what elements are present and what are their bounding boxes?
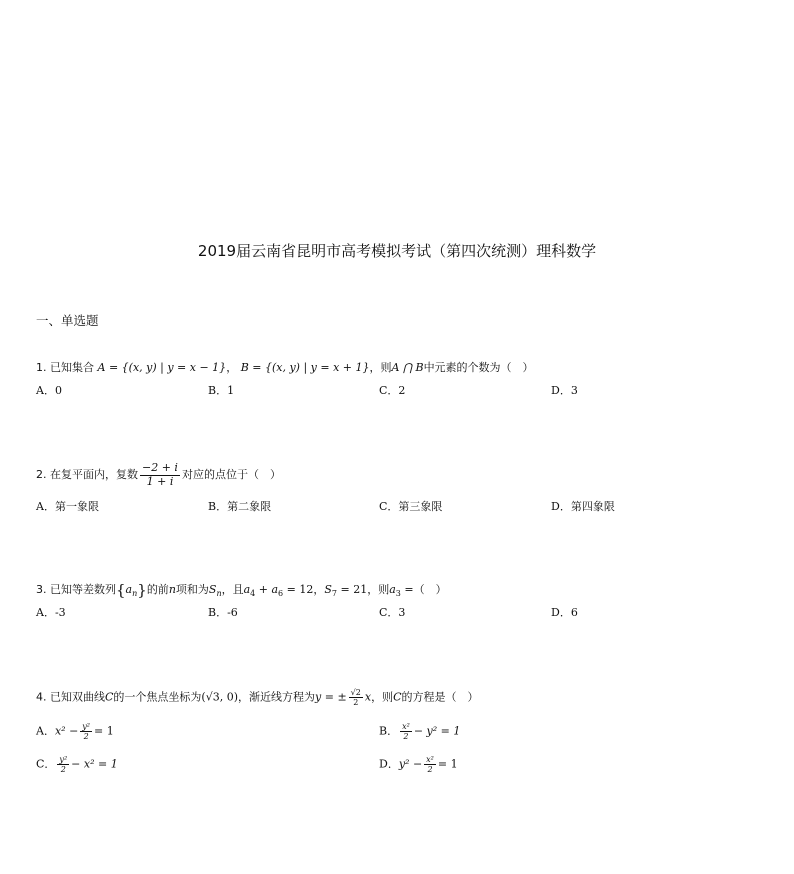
option-c: C． $\frac{\text{y²}}{2}$ − x² = 1 [36, 755, 118, 775]
question-2: 2. 在复平面内，复数 $\frac{-2 + i}{1 + i}$ 对应的点位于（ ） [36, 461, 281, 488]
question-text: 已知集合 [50, 361, 94, 374]
option-b: B．1 [208, 384, 235, 397]
option-d: D．6 [551, 606, 578, 619]
option-d: D．3 [551, 384, 578, 397]
option-c: C．2 [379, 384, 406, 397]
question-number: 1. [36, 361, 47, 374]
option-a: A．第一象限 [36, 500, 99, 513]
intersection: A ⋂ B [391, 361, 424, 374]
section-heading: 一、单选题 [36, 313, 99, 328]
set-a: A = {(x, y) | y = x − 1} [97, 361, 227, 374]
page-title: 2019届云南省昆明市高考模拟考试（第四次统测）理科数学 [197, 242, 597, 260]
question-3: 3. 已知等差数列$\{a_n\}$的前n项和为$S_n$，且$a_4 + a_6 = 12$，$S_7 = 21$，则$a_3$ =（ ） [36, 581, 447, 599]
question-number: 3. [36, 583, 47, 596]
option-c: C．第三象限 [379, 500, 443, 513]
option-c: C．3 [379, 606, 406, 619]
option-b: B． $\frac{\text{x²}}{2}$ − y² = 1 [379, 722, 461, 742]
complex-fraction: $\frac{-2 + i}{1 + i}$ [142, 461, 178, 488]
question-1: 1. 已知集合 A = {(x, y) | y = x − 1}， B = {(x, y) | y = x + 1}，则A ⋂ B中元素的个数为（ ） [36, 361, 534, 374]
option-a: A．x² − $\frac{\text{y²}}{2}$ = 1 [36, 722, 114, 742]
option-d: D．y² − $\frac{\text{x²}}{2}$ = 1 [379, 755, 458, 775]
question-number: 4. [36, 690, 47, 704]
question-number: 2. [36, 468, 47, 482]
question-4: 4. 已知双曲线C的一个焦点坐标为(√3, 0)，渐近线方程为y = ± $\frac{√2}{2}$ x，则C的方程是（ ） [36, 688, 479, 708]
option-a: A．-3 [36, 606, 66, 619]
set-b: B = {(x, y) | y = x + 1} [240, 361, 370, 374]
option-d: D．第四象限 [551, 500, 615, 513]
option-b: B．-6 [208, 606, 238, 619]
asymptote-fraction: $\frac{√2}{2}$ [350, 688, 361, 708]
focus-coordinate: (√3, 0) [201, 690, 239, 704]
option-a: A．0 [36, 384, 62, 397]
option-b: B．第二象限 [208, 500, 272, 513]
question-text: 在复平面内，复数 [50, 468, 138, 482]
